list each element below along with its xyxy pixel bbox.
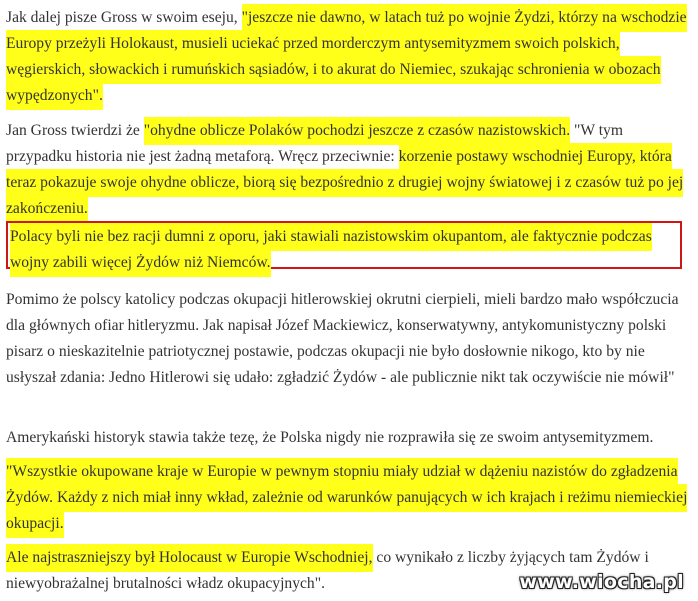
highlighted-quote: "Wszystkie okupowane kraje w Europie w pewnym stopniu miały udział w dążeniu nazistów do zgładzenia Żydów. Każdy z nich miał inny wkład, zależnie od warunków panujących w ich krajach i reżimu niemieckiej okupacji. <box>6 458 687 538</box>
highlighted-quote: "jeszcze nie dawno, w latach tuż po wojnie Żydzi, którzy na wschodzie Europy przeżyli Holokaust, musieli uciekać przed morderczym antysemityzmem swoich polskich, węgierskich, słowackich i rumuńskich sąsiadów, i to akurat do Niemiec, szukając schronienia w obozach wypędzonych". <box>6 4 687 110</box>
highlighted-quote: "ohydne oblicze Polaków pochodzi jeszcze z czasów nazistowskich. <box>144 117 570 145</box>
paragraph-gross-essay <box>6 5 692 109</box>
paragraph-occupied-countries <box>6 459 692 537</box>
paragraph-text: Pomimo że polscy katolicy podczas okupacji hitlerowskiej okrutni cierpieli, mieli bardzo mało współczucia dla głównych ofiar hitleryzmu. Jak napisał Józef Mackiewicz, konserwatywny, antykomunistyczny polski pisarz o nieskazitelnie patriotycznej postawie, podczas okupacji nie było dosłownie nikogo, kto by nie usłyszał zdania: Jedno Hitlerowi się udało: zgładzić Żydów - ale publicznie nikt tak oczywiście nie mówił" <box>6 291 679 386</box>
highlighted-quote: Ale najstraszniejszy był Holocaust w Europie Wschodniej, <box>6 544 373 572</box>
red-framed-box <box>6 221 682 269</box>
paragraph-text: co wynikało z liczby żyjących tam Żydów i niewyobrażalnej brutalności władz okupacyjnych". <box>6 549 649 592</box>
paragraph-framed-claim <box>10 224 680 276</box>
paragraph-mackiewicz <box>6 287 692 391</box>
paragraph-text: Jan Gross twierdzi że <box>6 122 144 139</box>
paragraph-text: Amerykański historyk stawia także tezę, że Polska nigdy nie rozprawiła się ze swoim antysemityzmem. <box>6 429 654 446</box>
paragraph-historian-thesis <box>6 425 692 451</box>
paragraph-gross-claims <box>6 118 692 222</box>
highlighted-quote: korzenie postawy wschodniej Europy, która teraz pokazuje swoje ohydne oblicze, biorą się bezpośrednio z drugiej wojny światowej i z czasów tuż po jej zakończeniu. <box>6 143 683 223</box>
paragraph-text: Jak dalej pisze Gross w swoim eseju, <box>6 9 242 26</box>
watermark-logo: www.wiocha.pl <box>519 571 684 593</box>
highlighted-quote: Polacy byli nie bez racji dumni z oporu, jaki stawiali nazistowskim okupantom, ale faktycznie podczas wojny zabili więcej Żydów niż Niemców. <box>10 223 652 277</box>
paragraph-text: "W tym przypadku historia nie jest żadną metaforą. Wręcz przeciwnie: <box>6 122 623 165</box>
